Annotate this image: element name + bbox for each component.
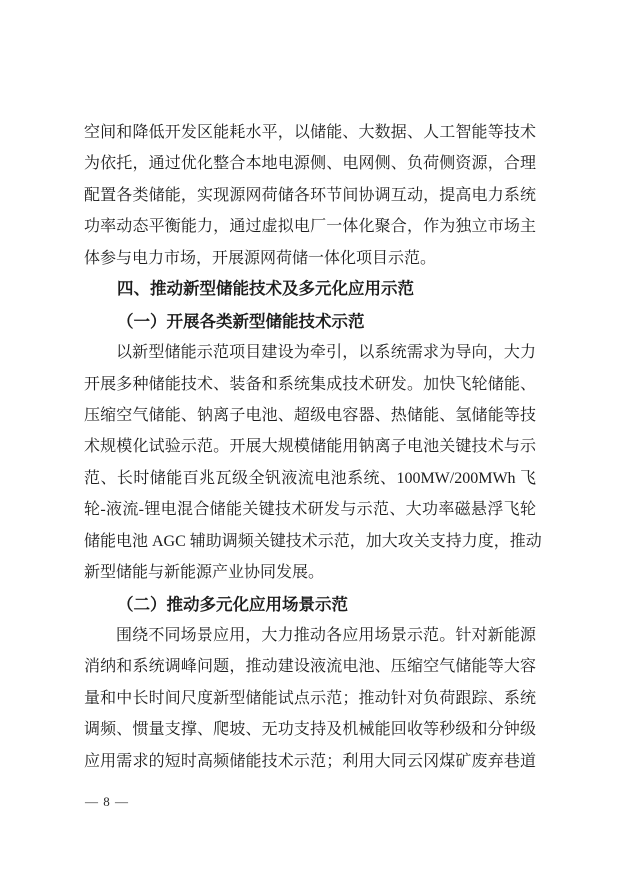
text-line: 储能电池 AGC 辅助调频关键技术示范，加大攻关支持力度，推动: [84, 532, 542, 550]
section-heading: 四、推动新型储能技术及多元化应用示范: [117, 280, 414, 299]
text-line: 配置各类储能，实现源网荷储各环节间协调互动，提高电力系统: [84, 186, 536, 204]
text-line: 开展多种储能技术、装备和系统集成技术研发。加快飞轮储能、: [84, 375, 536, 393]
document-body: [84, 117, 542, 777]
text-line: 空间和降低开发区能耗水平，以储能、大数据、人工智能等技术: [84, 124, 536, 141]
subsection-heading: （二）推动多元化应用场景示范: [117, 594, 348, 614]
subsection-heading: （一）开展各类新型储能技术示范: [117, 311, 365, 331]
text-line: 量和中长时间尺度新型储能试点示范；推动针对负荷跟踪、系统: [84, 689, 536, 707]
text-line: 压缩空气储能、钠离子电池、超级电容器、热储能、氢储能等技: [84, 406, 536, 424]
text-line: 范、长时储能百兆瓦级全钒液流电池系统、100MW/200MWh 飞: [84, 469, 536, 487]
text-line: 围绕不同场景应用，大力推动各应用场景示范。针对新能源: [116, 627, 536, 644]
text-line: 消纳和系统调峰问题，推动建设液流电池、压缩空气储能等大容: [84, 658, 536, 676]
text-line: 功率动态平衡能力，通过虚拟电厂一体化聚合，作为独立市场主: [84, 218, 536, 236]
text-line: 新型储能与新能源产业协同发展。: [84, 564, 325, 582]
text-line: 体参与电力市场，开展源网荷储一体化项目示范。: [84, 249, 437, 267]
text-line: 术规模化试验示范。开展大规模储能用钠离子电池关键技术与示: [84, 438, 536, 456]
text-line: 以新型储能示范项目建设为牵引，以系统需求为导向，大力: [116, 344, 536, 362]
text-line: 应用需求的短时高频储能技术示范；利用大同云冈煤矿废弃巷道: [84, 752, 536, 770]
text-line: 为依托，通过优化整合本地电源侧、电网侧、负荷侧资源，合理: [84, 155, 536, 173]
text-line: 轮-液流-锂电混合储能关键技术研发与示范、大功率磁悬浮飞轮: [84, 501, 536, 519]
page-number: — 8 —: [85, 794, 129, 809]
text-line: 调频、惯量支撑、爬坡、无功支持及机械能回收等秒级和分钟级: [84, 721, 536, 739]
